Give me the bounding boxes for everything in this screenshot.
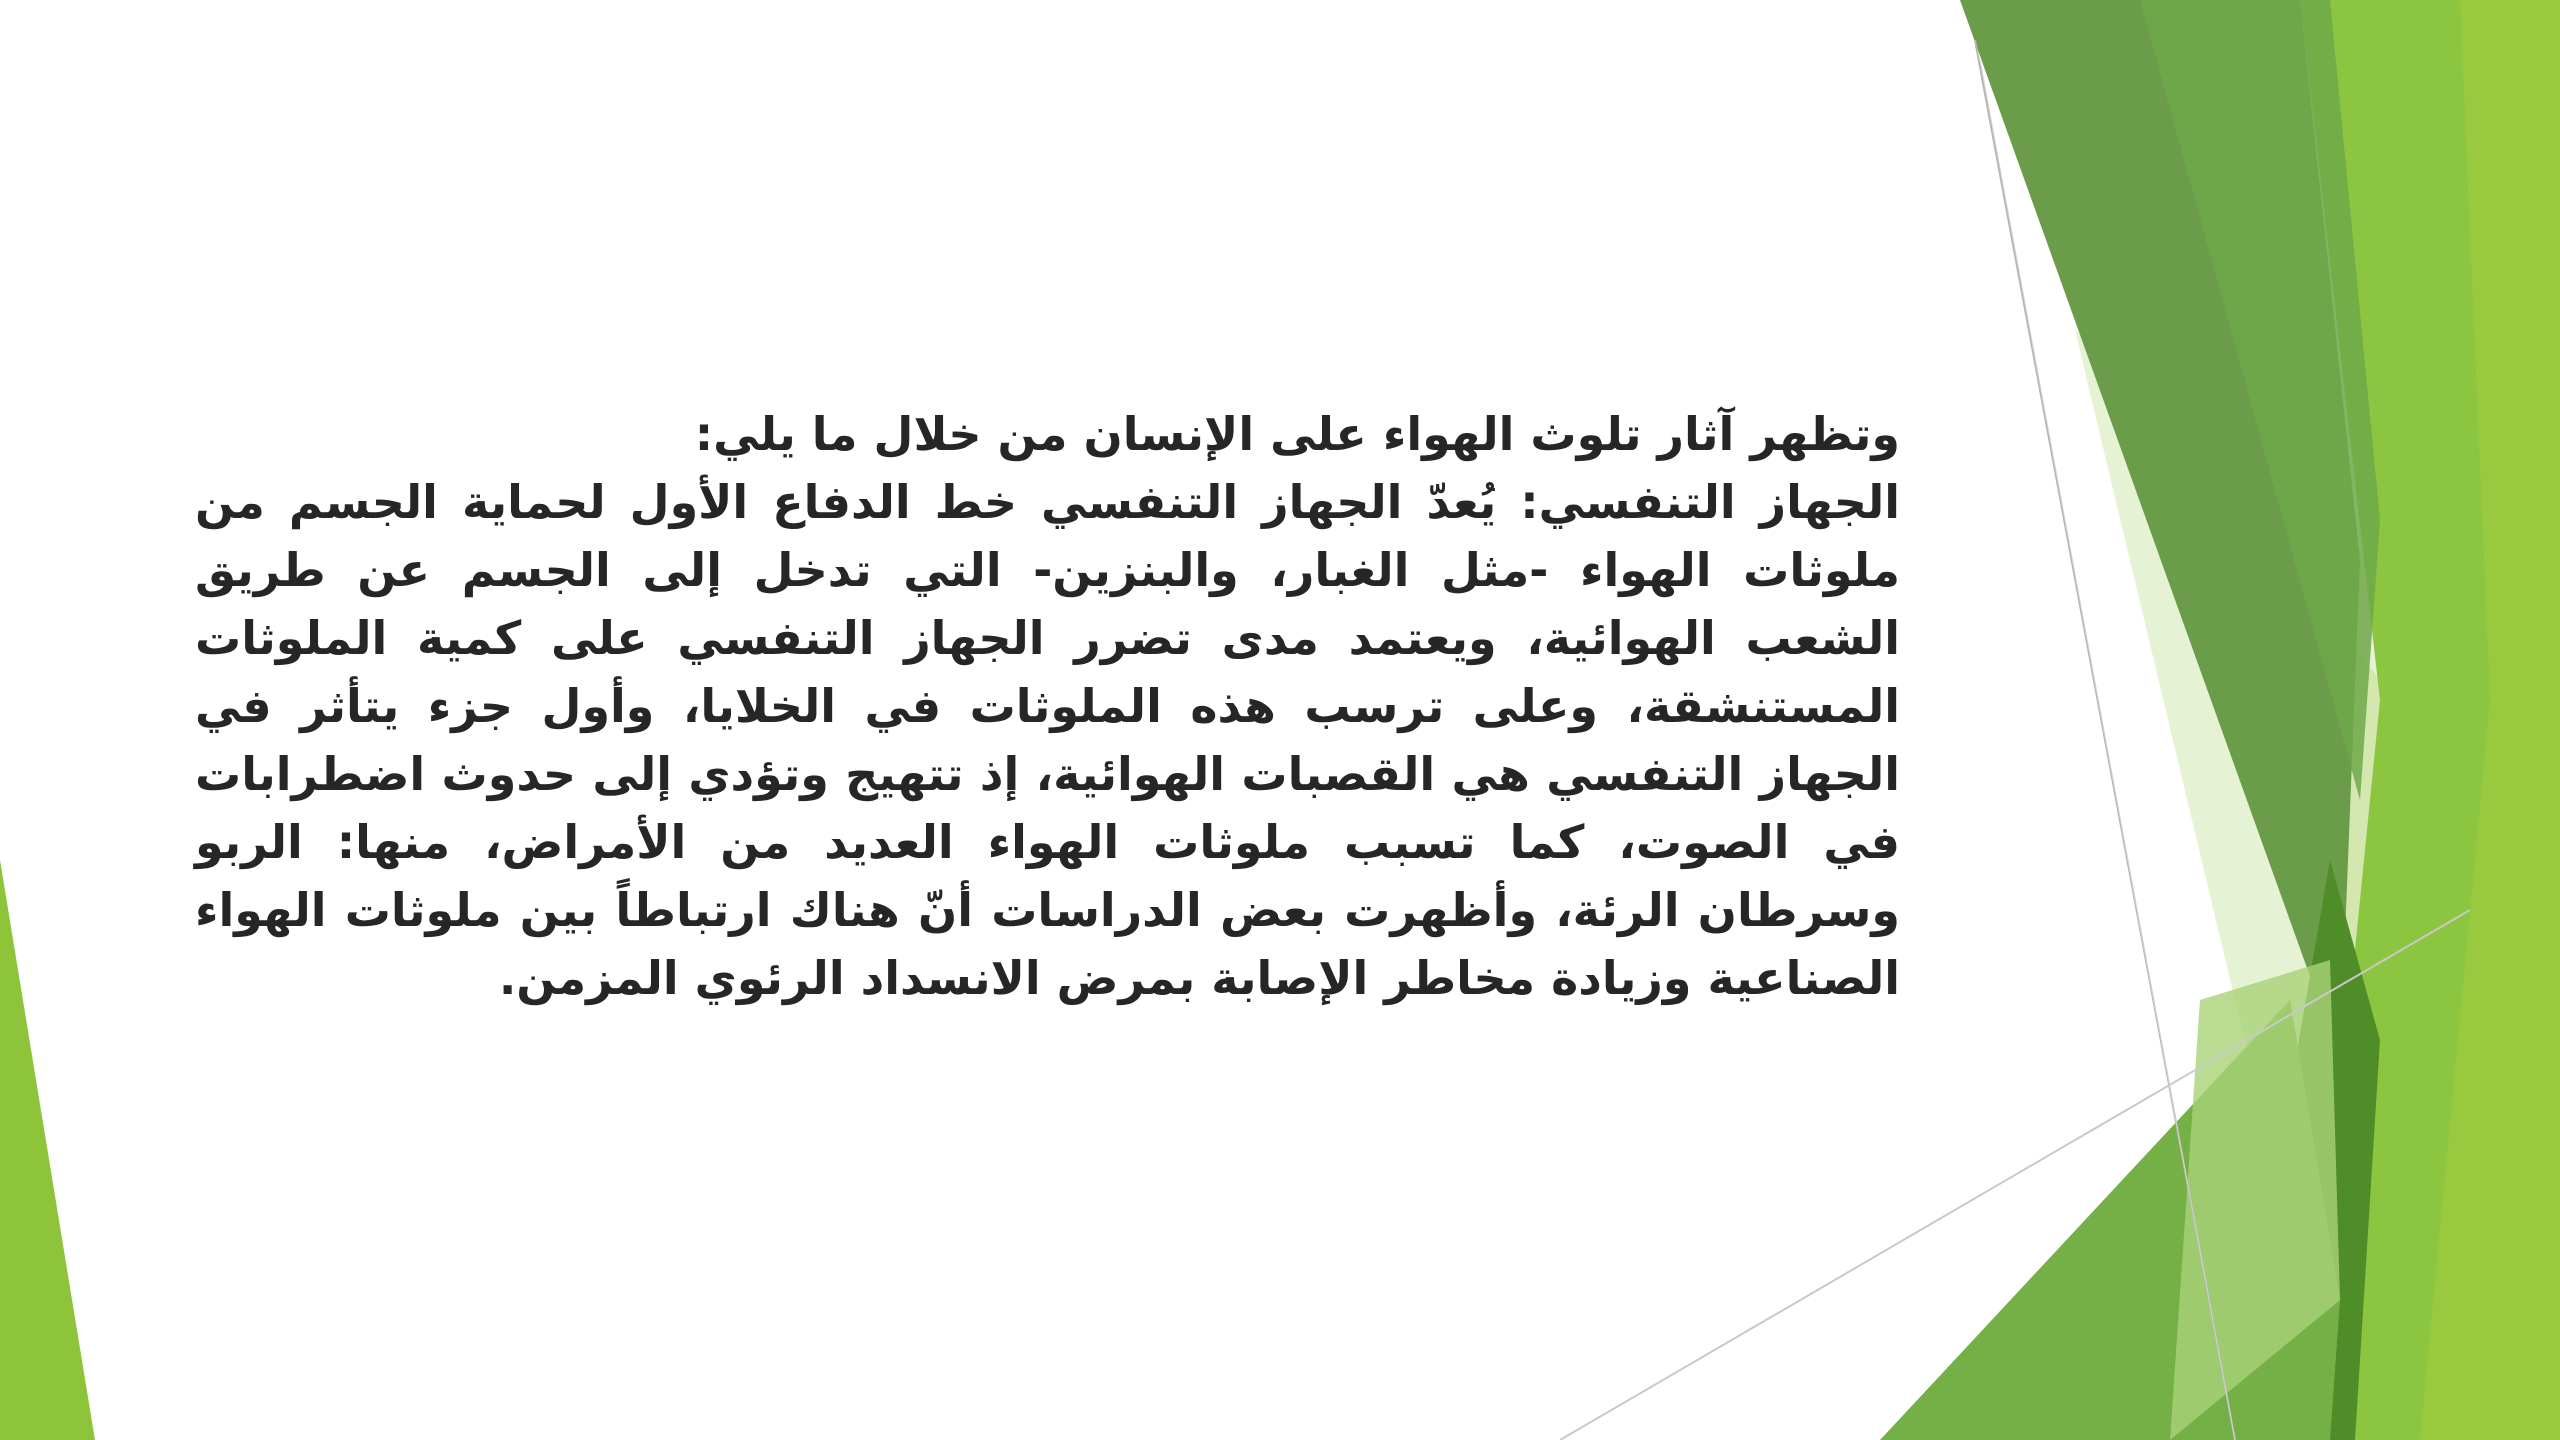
body-paragraph: الجهاز التنفسي: يُعدّ الجهاز التنفسي خط الدفاع الأول لحماية الجسم من ملوثات الهواء -مثل الغبار، والبنزين- التي تدخل إلى الجسم عن طريق الشعب الهوائية، ويعتمد مدى تضرر الجهاز التنفسي على كمية الملوثات المستنشقة، وعلى ترسب هذه الملوثات في الخلايا، وأول جزء يتأثر في الجهاز التنفسي هي القصبات الهوائية، إذ تتهيج وتؤدي إلى حدوث اضطرابات في الصوت، كما تسبب ملوثات الهواء العديد من الأمراض، منها: الربو وسرطان الرئة، وأظهرت بعض الدراسات أنّ هناك ارتباطاً بين ملوثات الهواء الصناعية وزيادة مخاطر الإصابة بمرض الانسداد الرئوي المزمن. bbox=[195, 475, 1900, 1005]
left-green-sliver bbox=[0, 860, 95, 1440]
slide-text-block bbox=[195, 400, 1900, 1012]
intro-line: وتظهر آثار تلوث الهواء على الإنسان من خلال ما يلي: bbox=[694, 407, 1900, 461]
